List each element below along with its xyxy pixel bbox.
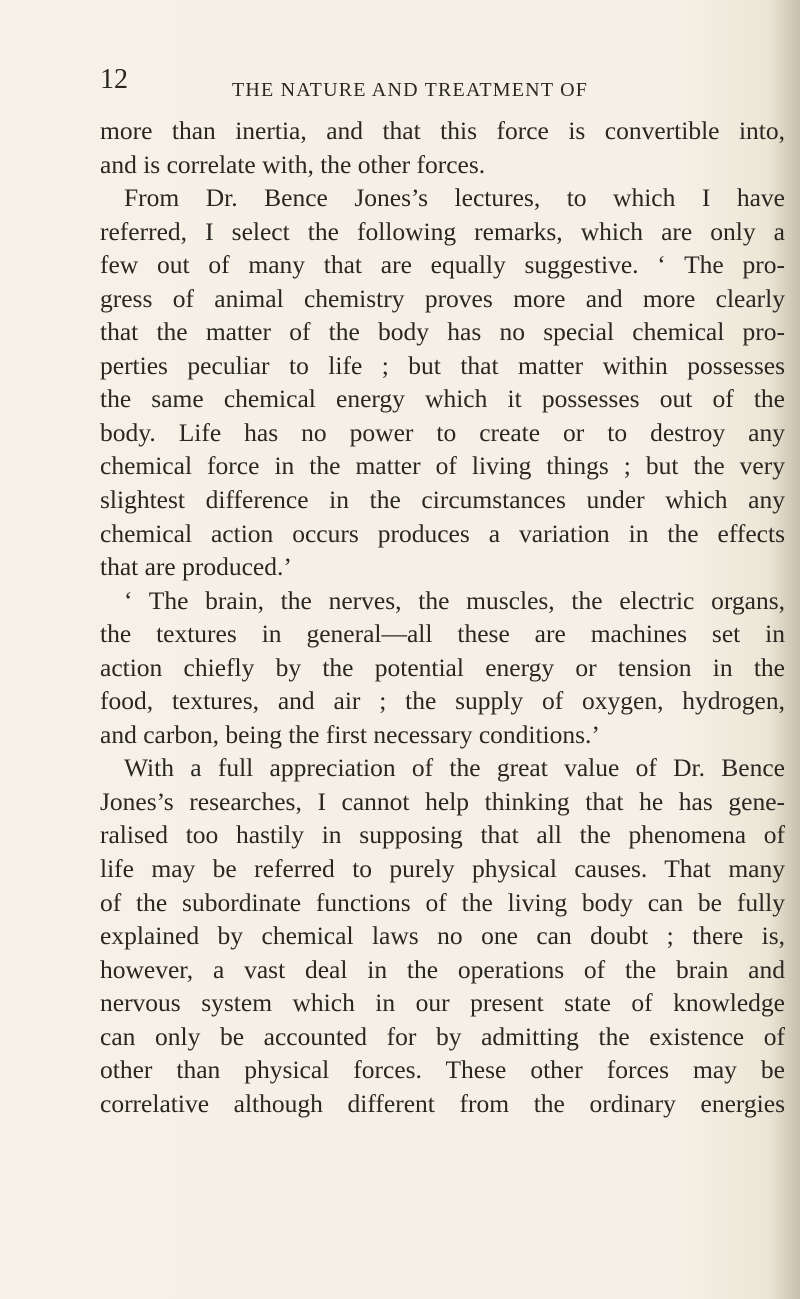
text-line: can only be accounted for by admitting the existence of <box>100 1021 785 1051</box>
body-text <box>100 114 785 1120</box>
text-line: explained by chemical laws no one can doubt ; there is, <box>100 921 785 951</box>
text-line: other than physical forces. These other forces may be <box>100 1055 785 1085</box>
text-line: few out of many that are equally suggestive. ‘ The pro- <box>100 250 785 280</box>
text-line: action chiefly by the potential energy or tension in the <box>100 652 785 682</box>
running-title: THE NATURE AND TREATMENT OF <box>231 79 589 101</box>
text-line: With a full appreciation of the great value of Dr. Bence <box>124 753 785 783</box>
text-line: nervous system which in our present state of knowledge <box>100 988 785 1018</box>
text-line: From Dr. Bence Jones’s lectures, to which I have <box>124 183 785 213</box>
text-line: perties peculiar to life ; but that matter within possesses <box>100 350 785 380</box>
text-line: and is correlate with, the other forces. <box>100 149 486 179</box>
text-line: that are produced.’ <box>100 552 292 582</box>
text-line: the same chemical energy which it possesses out of the <box>100 384 785 414</box>
text-line: of the subordinate functions of the living body can be fully <box>100 887 785 917</box>
text-line: more than inertia, and that this force is convertible into, <box>100 116 785 145</box>
text-line: chemical action occurs produces a variation in the effects <box>100 518 785 548</box>
text-line: the textures in general—all these are machines set in <box>100 619 785 649</box>
text-line: life may be referred to purely physical causes. That many <box>100 854 785 884</box>
text-line: ralised too hastily in supposing that all the phenomena of <box>100 820 785 850</box>
text-line: gress of animal chemistry proves more and more clearly <box>100 283 785 313</box>
text-line: and carbon, being the first necessary conditions.’ <box>100 719 600 749</box>
page-number: 12 <box>100 64 128 95</box>
text-line: chemical force in the matter of living things ; but the very <box>100 451 785 481</box>
text-line: Jones’s researches, I cannot help thinking that he has gene- <box>100 786 785 816</box>
text-line: ‘ The brain, the nerves, the muscles, the electric organs, <box>124 585 785 615</box>
text-line: slightest difference in the circumstances under which any <box>100 485 785 515</box>
text-line: that the matter of the body has no special chemical pro- <box>100 317 785 347</box>
text-line: correlative although different from the ordinary energies <box>100 1088 785 1118</box>
text-line: body. Life has no power to create or to destroy any <box>100 417 785 447</box>
text-line: however, a vast deal in the operations of the brain and <box>100 954 785 984</box>
text-line: food, textures, and air ; the supply of oxygen, hydrogen, <box>100 686 785 716</box>
text-line: referred, I select the following remarks, which are only a <box>100 216 785 246</box>
